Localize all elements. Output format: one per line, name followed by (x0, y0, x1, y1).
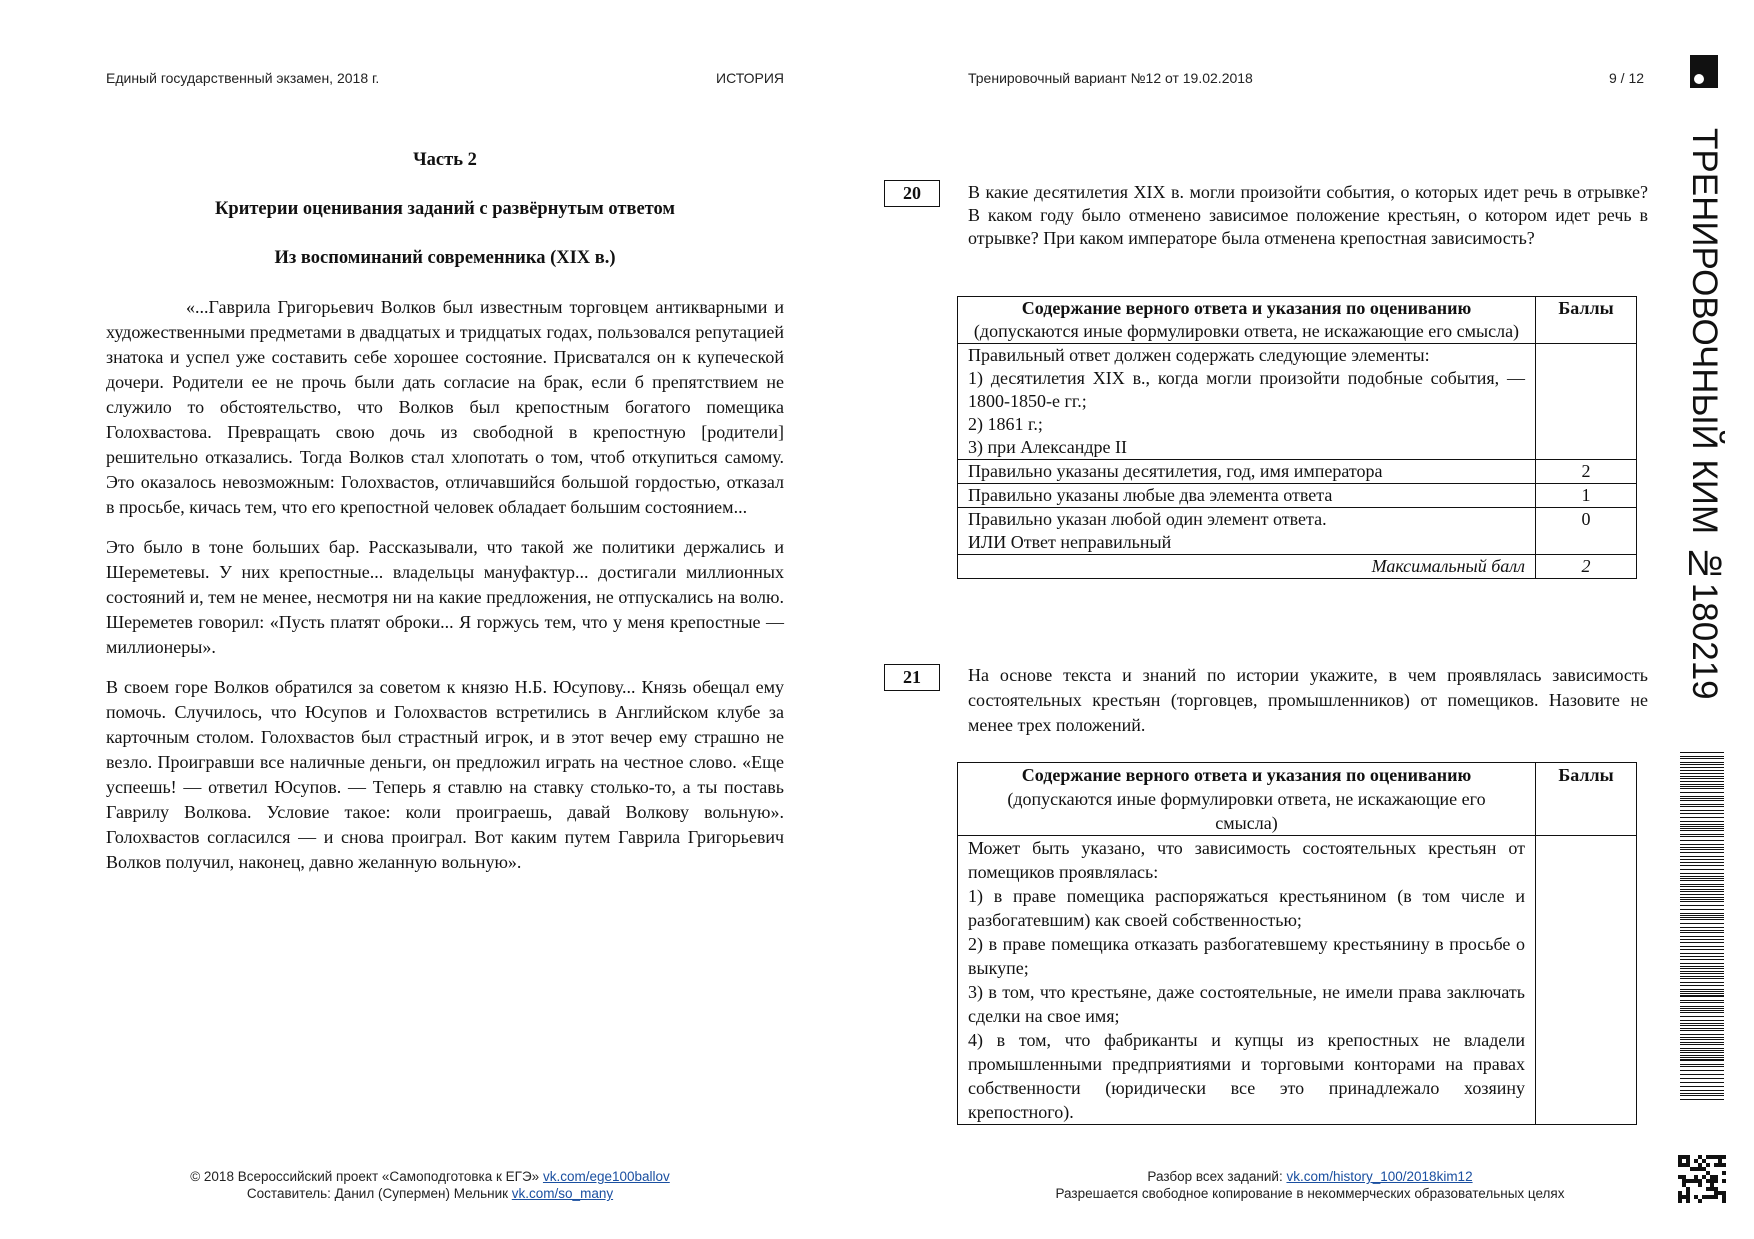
license-text: Разрешается свободное копирование в некоммерческих образовательных целях (1055, 1186, 1565, 1201)
header-sub: (допускаются иные формулировки ответа, не искажающие его смысла) (973, 321, 1520, 341)
max-score-label: Максимальный балл (958, 555, 1536, 579)
header-page-number: 9 / 12 (1609, 70, 1645, 86)
question-number-21: 21 (884, 664, 940, 691)
answer-cell (958, 836, 1536, 1125)
table-header-row (958, 297, 1637, 344)
analysis-link[interactable]: vk.com/history_100/2018kim12 (1286, 1169, 1473, 1184)
analysis-text: Разбор всех заданий: (1147, 1169, 1283, 1184)
table-row (958, 344, 1637, 460)
qr-code-icon (1678, 1155, 1726, 1203)
points-header (1536, 763, 1637, 836)
author-text: Составитель: Данил (Супермен) Мельник (246, 1186, 509, 1201)
source-paragraph: В своем горе Волков обратился за советом к князю Н.Б. Юсупову... Князь обещал ему помочь. Случилось, что Юсупов и Голохвастов встретились в Английском клубе за карточным столом. Голохвастов был страстный игрок, и в этот вечер ему страшно не везло. Проигравши все наличные деньги, он предложил играть на честное слово. «Еще успеешь! — ответил Юсупов. — Теперь я ставлю на ставку столько-то, а ты поставь Гаврилу Волкова. Условие такое: коли проиграешь, давай Волкову вольную». Голохвастов согласился — и снова проиграл. Вот каким путем Гаврила Григорьевич Волков получил, наконец, давно желанную вольную». (106, 677, 784, 872)
table-row-max (958, 555, 1637, 579)
footer-right (1000, 1168, 1620, 1202)
answer-line: Правильный ответ должен содержать следующие элементы: (968, 345, 1430, 365)
left-column (106, 148, 784, 890)
table-row (958, 836, 1637, 1125)
answer-line: Может быть указано, что зависимость состоятельных крестьян от помещиков проявлялась: (968, 838, 1525, 882)
answer-line: 2) 1861 г.; (968, 414, 1043, 434)
table-row (958, 484, 1637, 508)
criterion-text: Правильно указаны десятилетия, год, имя императора (958, 460, 1536, 484)
criteria-table-20 (957, 296, 1637, 579)
criterion-points: 1 (1536, 484, 1637, 508)
header-variant: Тренировочный вариант №12 от 19.02.2018 (968, 70, 1253, 86)
table-row (958, 508, 1637, 555)
criterion-text (958, 508, 1536, 555)
footer-left (150, 1168, 710, 1202)
question-number-20: 20 (884, 180, 940, 207)
source-title: Из воспоминаний современника (XIX в.) (274, 248, 616, 268)
source-paragraph: «...Гаврила Григорьевич Волков был известным торговцем антикварными и художественными предметами в двадцатых и тридцатых годах, пользовался репутацией знатока и успел уже составить себе хорошее состояние. Присватался он к купеческой дочери. Родители ее не прочь были дать согласие на брак, если б препятствием не служило то обстоятельство, что Волков был крепостным богатого помещика Голохвастова. Превращать свою дочь из свободной в крепостную [родители] решительно отказались. Тогда Волков стал хлопотать о том, чтоб откупиться самому. Это оказалось невозможным: Голохвастов, отличавшийся большой гордостью, отказал в просьбе, кичась тем, что его крепостной человек обладает большим состоянием... (106, 297, 784, 517)
points-header (1536, 297, 1637, 344)
source-paragraph: Это было в тоне больших бар. Рассказывали, что такой же политики держались и Шереметевы. У них крепостные... владельцы мануфактур... достигали миллионных состояний и, тем не менее, несмотря ни на какие предложения, не отпускались на волю. Шереметев говорил: «Пусть платят оброки... Я горжусь тем, что у меня крепостные — миллионеры». (106, 537, 784, 657)
max-score-value: 2 (1536, 555, 1637, 579)
copyright-link[interactable]: vk.com/ege100ballov (542, 1169, 670, 1184)
question-text-21: На основе текста и знаний по истории укажите, в чем проявлялась зависимость состоятельных крестьян (торговцев, промышленников) от помещиков. Назовите не менее трех положений. (968, 665, 1648, 735)
criterion-line: ИЛИ Ответ неправильный (968, 532, 1172, 552)
header-points: Баллы (1558, 765, 1614, 785)
criterion-points: 2 (1536, 460, 1637, 484)
copyright-text: © 2018 Всероссийский проект «Самоподготовка к ЕГЭ» (190, 1169, 540, 1184)
criterion-text: Правильно указаны любые два элемента ответа (958, 484, 1536, 508)
author-link[interactable]: vk.com/so_many (511, 1186, 614, 1201)
answer-cell (958, 344, 1536, 460)
answer-line: 3) при Александре II (968, 437, 1127, 457)
side-label: ТРЕНИРОВОЧНЫЙ КИМ №180219 (1685, 128, 1724, 700)
answer-line: 4) в том, что фабриканты и купцы из крепостных не владели промышленными предприятиями и торговыми конторами на правах собственности (юридически все это принадлежало хозяину крепостного). (968, 1030, 1525, 1122)
criterion-points: 0 (1536, 508, 1637, 555)
header-points: Баллы (1558, 298, 1614, 318)
criteria-table-21 (957, 762, 1637, 1125)
content-header (958, 297, 1536, 344)
header-main: Содержание верного ответа и указания по оцениванию (1021, 765, 1472, 785)
question-text-20: В какие десятилетия XIX в. могли произойти события, о которых идет речь в отрывке? В каком году было отменено зависимое положение крестьян, о котором идет речь в отрывке? При каком императоре была отменена крепостная зависимость? (968, 182, 1648, 248)
part-title: Часть 2 (413, 150, 477, 170)
table-row (958, 460, 1637, 484)
header-sub: (допускаются иные формулировки ответа, не искажающие его смысла) (1007, 789, 1486, 833)
header-main: Содержание верного ответа и указания по оцениванию (1021, 298, 1472, 318)
points-cell (1536, 344, 1637, 460)
content-header (958, 763, 1536, 836)
barcode-icon (1680, 752, 1724, 1102)
answer-line: 1) в праве помещика распоряжаться крестьянином (в том числе и разбогатевшим) как своей собственностью; (968, 886, 1525, 930)
answer-line: 3) в том, что крестьяне, даже состоятельные, не имели права заключать сделки на свое имя; (968, 982, 1525, 1026)
table-header-row (958, 763, 1637, 836)
header-exam: Единый государственный экзамен, 2018 г. (106, 70, 380, 86)
points-cell (1536, 836, 1637, 1125)
header-subject: ИСТОРИЯ (716, 70, 785, 86)
answer-line: 2) в праве помещика отказать разбогатевшему крестьянину в просьбе о выкупе; (968, 934, 1525, 978)
corner-marker-icon (1690, 55, 1718, 88)
criteria-title: Критерии оценивания заданий с развёрнутым ответом (214, 199, 676, 219)
answer-line: 1) десятилетия XIX в., когда могли произойти подобные события, — 1800-1850-е гг.; (968, 368, 1525, 411)
criterion-line: Правильно указан любой один элемент ответа. (968, 509, 1327, 529)
